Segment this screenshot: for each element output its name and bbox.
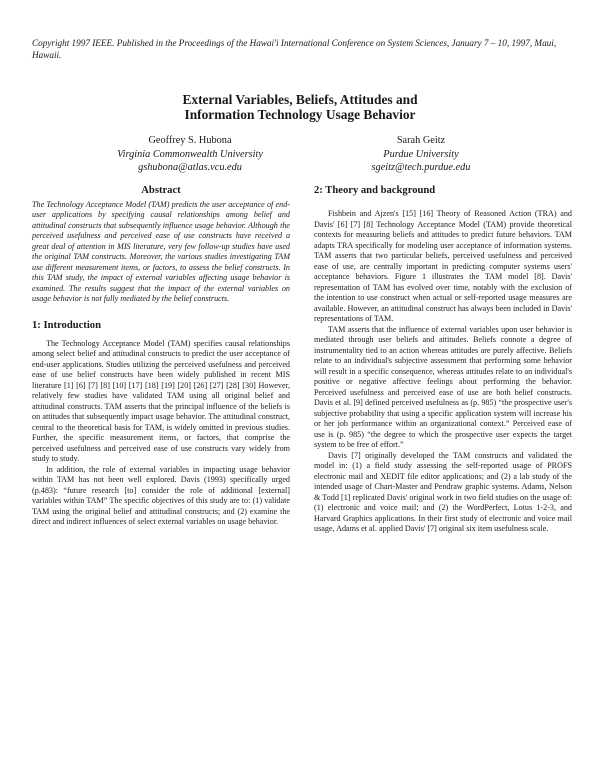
title-line-2: Information Technology Usage Behavior <box>184 107 416 122</box>
abstract-text: The Technology Acceptance Model (TAM) predicts the user acceptance of end-user applications by specifying causal relationships among belief and attitudinal constructs that subsequently influence usage behavior. Although the perceived usefulness and perceived ease of use constructs have received a great deal of attention in MIS literature, very few follow-up studies have used the original TAM constructs. Moreover, the various studies investigating TAM use different measurement items, or factors, to assess the belief constructs. In this TAM study, the impact of external variables affecting usage behavior is examined. The results suggest that the impact of the external variables on usage behavior is not fully mediated by the belief constructs. <box>32 200 290 304</box>
author-block-2 <box>296 134 546 175</box>
theory-heading: 2: Theory and background <box>314 185 436 196</box>
author-block-1 <box>65 134 315 175</box>
theory-paragraph-2: TAM asserts that the influence of external variables upon user behavior is mediated through user beliefs and attitudes. Beliefs connote a degree of instrumentality tied to an action whereas attitudes are purely affective. Beliefs relate to an individual's subjective assessment that performing some behavior will result in a specific consequence, whereas attitudes relate to an individual's positive or negative affective feelings about performing the behavior. Perceived usefulness and perceived ease of use are both belief constructs. Davis et al. [9] defined perceived usefulness as (p. 985) “the prospective user's subjective probability that using a specific application system will increase his or her job performance within an organizational context.” Perceived ease of use is (p. 985) “the degree to which the prospective user expects the target system to be free of effort.” <box>314 324 572 449</box>
paper-title <box>0 92 600 122</box>
theory-paragraph-3: Davis [7] originally developed the TAM constructs and validated the model in: (1) a field study assessing the self-reported usage of PROFS electronic mail and XEDIT file editor applications; and (2) a lab study of the intended usage of Chart-Master and Pendraw graphic systems. Adams, Nelson & Todd [1] replicated Davis' original work in two field studies on the usage of: (1) electronic and voice mail; and (2) the WordPerfect, Lotus 1-2-3, and Harvard Graphics applications. In their first study of electronic and voice mail usage, Adams et al. applied Davis' [7] original six item usefulness scale. <box>314 450 572 533</box>
abstract-heading: Abstract <box>141 185 181 196</box>
author-name: Sarah Geitz <box>396 135 446 146</box>
copyright-notice: Copyright 1997 IEEE. Published in the Proceedings of the Hawai'i International Conference on System Sciences, January 7 – 10, 1997, Maui, Hawaii. <box>32 38 557 60</box>
right-column <box>314 184 572 535</box>
author-affiliation: Virginia Commonwealth University <box>117 148 263 160</box>
introduction-heading: 1: Introduction <box>32 319 101 331</box>
author-email: sgeitz@tech.purdue.edu <box>371 162 471 173</box>
title-line-1: External Variables, Beliefs, Attitudes and <box>182 92 418 107</box>
intro-paragraph-2: In addition, the role of external variables in impacting usage behavior within TAM has not been well explored. Davis (1993) specifically urged (p.483): “future research [to] consider the role of additional [external] variables within TAM” The specific objectives of this study are to: (1) validate TAM using the original belief and attitudinal constructs; and (2) examine the direct and indirect influences of select external variables on usage behavior. <box>32 464 290 527</box>
author-email: gshubona@atlas.vcu.edu <box>138 162 242 173</box>
theory-paragraph-1: Fishbein and Ajzen's [15] [16] Theory of Reasoned Action (TRA) and Davis' [6] [7] [8] Technology Acceptance Model (TAM) provide theoretical contexts for measuring beliefs and attitudes to predict future behaviors. TAM adapts TRA specifically for modeling user acceptance of information systems. TAM asserts that two particular beliefs, perceived usefulness and perceived ease of use, are centrally important in predicting computer systems users' acceptance behaviors. Figure 1 illustrates the TAM model [8]. Davis' representation of TAM has evolved over time, notably with the exclusion of the intention to use construct when actual or self-reported usage measures are available. However, an attitudinal construct has always been included in Davis' representations of TAM. <box>314 209 572 323</box>
author-affiliation: Purdue University <box>383 148 459 160</box>
author-name: Geoffrey S. Hubona <box>148 135 232 146</box>
left-column <box>32 184 290 528</box>
intro-paragraph-1: The Technology Acceptance Model (TAM) specifies causal relationships among select belief and attitudinal constructs to predict the user acceptance of end-user applications. Studies utilizing the perceived usefulness and perceived ease of use belief constructs have been widely published in recent MIS literature [1] [6] [7] [8] [10] [17] [18] [19] [20] [26] [27] [28] [30] However, relatively few studies have validated TAM using all original belief and attitudinal constructs. TAM asserts that the principal influence of the beliefs is on attitudes that subsequently impact usage behavior. The attitudinal construct, central to the theoretical basis for TAM, is widely omitted in previous studies. Further, the specific measurement items, or factors, that comprise the perceived usefulness and perceived ease of use constructs vary widely from study to study. <box>32 338 290 464</box>
